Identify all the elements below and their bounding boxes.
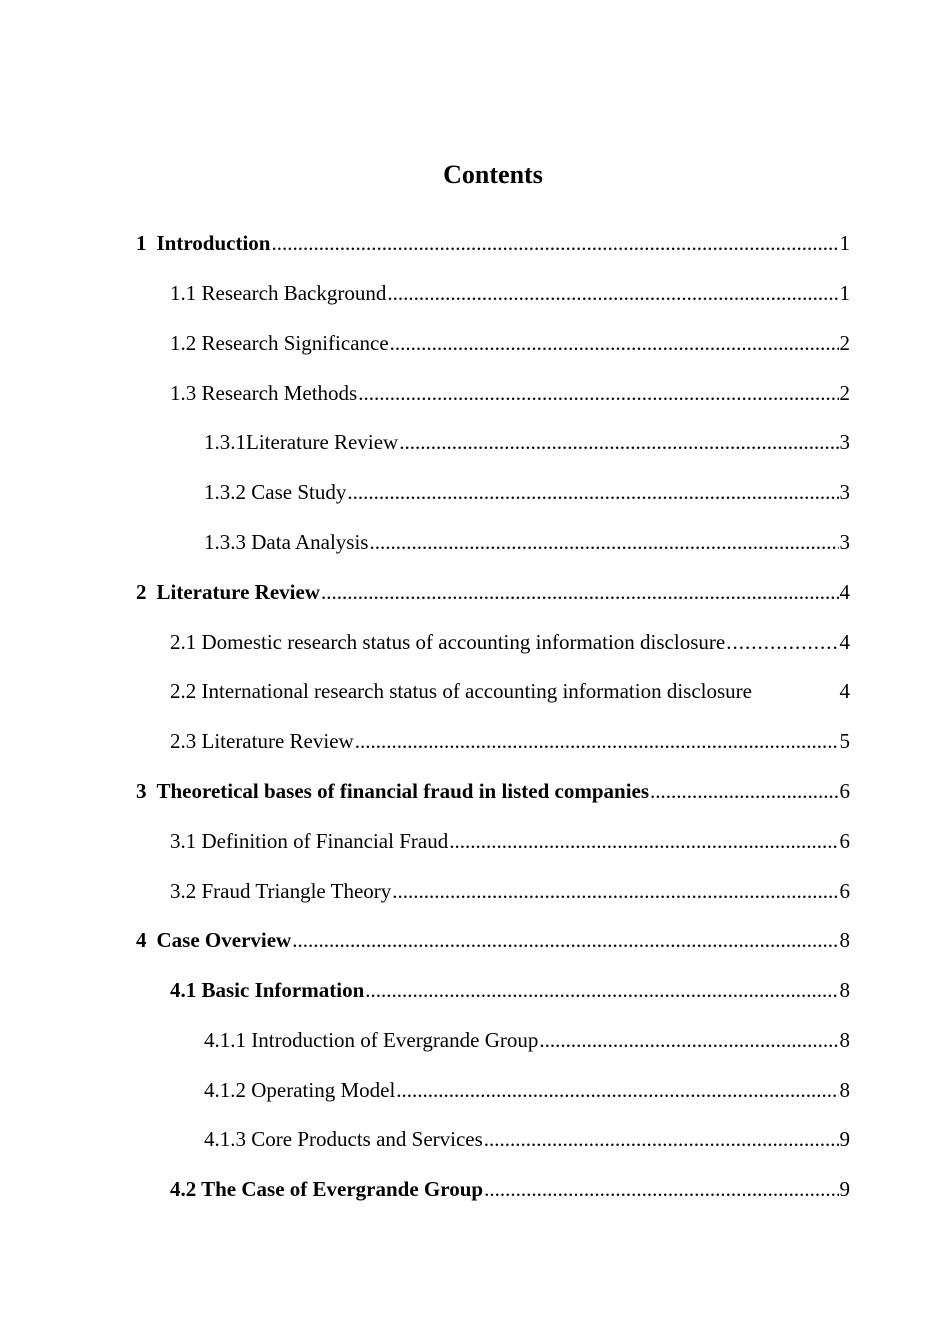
toc-entry-domestic-research[interactable]: [170, 617, 850, 667]
toc-entry-page: 5: [839, 728, 850, 753]
toc-entry-core-products[interactable]: [204, 1114, 850, 1164]
toc-entry-label: 4.1.3 Core Products and Services: [204, 1126, 483, 1151]
toc-entry-page: 8: [839, 1077, 850, 1102]
toc-entry-label: 3.1 Definition of Financial Fraud: [170, 828, 449, 853]
toc-entry-label: 4.2 The Case of Evergrande Group: [170, 1176, 484, 1201]
toc-entry-basic-information[interactable]: [170, 965, 850, 1015]
toc-dot-leader: [358, 383, 838, 404]
toc-dot-leader: [387, 283, 838, 304]
toc-entry-number: 1: [136, 230, 147, 255]
toc-dot-leader: [390, 333, 839, 354]
toc-dot-leader: [484, 1129, 839, 1150]
toc-entry-label: 2.3 Literature Review: [170, 728, 354, 753]
toc-dot-leader: [271, 233, 838, 254]
toc-entry-page: 6: [839, 828, 850, 853]
toc-entry-page: 2: [839, 380, 850, 405]
page-title: Contents: [443, 160, 543, 189]
toc-entry-page: 4: [839, 579, 850, 604]
toc-entry-data-analysis[interactable]: [204, 517, 850, 567]
toc-entry-fraud-triangle[interactable]: [170, 866, 850, 916]
toc-entry-research-background[interactable]: [170, 268, 850, 318]
toc-dot-leader: [650, 781, 838, 802]
toc-entry-label: 4.1 Basic Information: [170, 977, 365, 1002]
toc-entry-page: 3: [839, 529, 850, 554]
toc-entry-number: 2: [136, 579, 147, 604]
toc-entry-label: 2.2 International research status of accounting information disclosure: [170, 678, 752, 703]
toc-entry-label: 4.1.2 Operating Model: [204, 1077, 396, 1102]
toc-entry-label: 1.3.3 Data Analysis: [204, 529, 369, 554]
toc-entry-page: 3: [839, 479, 850, 504]
toc-entry-introduction[interactable]: [136, 218, 850, 268]
toc-dot-leader: [726, 632, 838, 653]
toc-entry-page: 8: [839, 1027, 850, 1052]
toc-dot-leader: [539, 1030, 838, 1051]
toc-entry-label: 3.2 Fraud Triangle Theory: [170, 878, 392, 903]
toc-entry-page: 2: [839, 330, 850, 355]
toc-dot-leader: [396, 1080, 838, 1101]
toc-entry-label: 4.1.1 Introduction of Evergrande Group: [204, 1027, 539, 1052]
toc-dot-leader: [365, 980, 838, 1001]
toc-entry-label: Introduction: [156, 230, 271, 255]
toc-entry-label: Literature Review: [156, 579, 320, 604]
toc-dot-leader: [449, 831, 838, 852]
toc-dot-leader: [347, 482, 838, 503]
toc-entry-research-significance[interactable]: [170, 318, 850, 368]
toc-dot-leader: [753, 681, 839, 702]
toc-entry-literature-review-sub[interactable]: [170, 716, 850, 766]
toc-entry-page: 6: [839, 778, 850, 803]
toc-entry-label: 1.3.1Literature Review: [204, 429, 399, 454]
toc-entry-international-research[interactable]: [170, 666, 850, 716]
toc-entry-page: 9: [839, 1126, 850, 1151]
toc-entry-label: 1.3 Research Methods: [170, 380, 358, 405]
toc-entry-research-methods[interactable]: [170, 368, 850, 418]
toc-entry-theoretical-bases[interactable]: [136, 766, 850, 816]
toc-dot-leader: [392, 881, 838, 902]
toc-entry-literature-review-method[interactable]: [204, 417, 850, 467]
toc-entry-label: Case Overview: [156, 927, 292, 952]
toc-entry-definition-financial-fraud[interactable]: [170, 816, 850, 866]
toc-entry-page: 3: [839, 429, 850, 454]
toc-dot-leader: [355, 731, 839, 752]
toc-entry-page: 8: [839, 927, 850, 952]
toc-dot-leader: [369, 532, 838, 553]
toc-entry-page: 6: [839, 878, 850, 903]
toc-entry-label: 1.1 Research Background: [170, 280, 387, 305]
toc-entry-number: 3: [136, 778, 147, 803]
toc-dot-leader: [292, 930, 838, 951]
toc-entry-page: 8: [839, 977, 850, 1002]
toc-dot-leader: [484, 1179, 838, 1200]
toc-entry-operating-model[interactable]: [204, 1065, 850, 1115]
toc-entry-case-evergrande[interactable]: [170, 1164, 850, 1214]
toc-entry-page: 4: [839, 678, 850, 703]
toc-entry-label: Theoretical bases of financial fraud in listed companies: [156, 778, 650, 803]
toc-entry-page: 9: [839, 1176, 850, 1201]
toc-entry-page: 1: [839, 280, 850, 305]
toc-entry-label: 1.3.2 Case Study: [204, 479, 347, 504]
toc-dot-leader: [399, 432, 838, 453]
toc-entry-label: 2.1 Domestic research status of accounting information disclosure: [170, 629, 726, 654]
toc-entry-page: 1: [839, 230, 850, 255]
toc-entry-label: 1.2 Research Significance: [170, 330, 389, 355]
toc-dot-leader: [321, 582, 839, 603]
toc-entry-case-study[interactable]: [204, 467, 850, 517]
toc-entry-page: 4: [839, 629, 850, 654]
toc-entry-literature-review[interactable]: [136, 567, 850, 617]
toc-entry-introduction-evergrande[interactable]: [204, 1015, 850, 1065]
toc-entry-number: 4: [136, 927, 147, 952]
toc-entry-case-overview[interactable]: [136, 915, 850, 965]
